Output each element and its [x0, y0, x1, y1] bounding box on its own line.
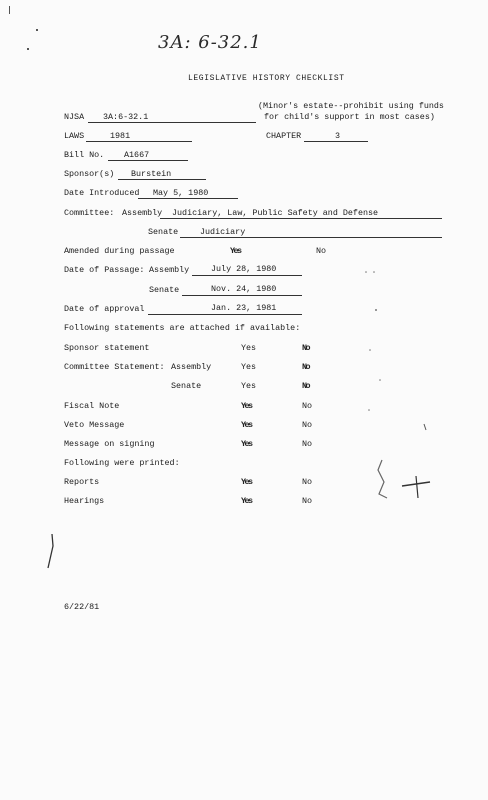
reports-no: No	[302, 477, 313, 487]
date-introduced-label: Date Introduced	[64, 188, 140, 198]
scan-dot	[36, 29, 38, 31]
committee-assembly-label: Assembly	[122, 208, 163, 218]
committee-senate-value: Judiciary	[200, 227, 246, 237]
fiscal-note-no: No	[302, 401, 313, 411]
chapter-label: CHAPTER	[266, 131, 302, 141]
laws-underline	[86, 141, 192, 142]
sponsor-statement-no-struck: No	[302, 343, 310, 353]
amended-label: Amended during passage	[64, 246, 175, 256]
description-line-1: (Minor's estate--prohibit using funds	[258, 101, 444, 111]
hearings-yes-struck: Yes	[241, 496, 252, 506]
date-introduced-value: May 5, 1980	[153, 188, 209, 198]
approval-underline	[148, 314, 302, 315]
veto-message-yes-struck: Yes	[241, 420, 252, 430]
message-signing-label: Message on signing	[64, 439, 155, 449]
chapter-underline	[304, 141, 368, 142]
laws-label: LAWS	[64, 131, 85, 141]
committee-statement-assembly-yes: Yes	[241, 362, 257, 372]
committee-statement-senate-label: Senate	[171, 381, 202, 391]
message-signing-yes-struck: Yes	[241, 439, 252, 449]
message-signing-no: No	[302, 439, 313, 449]
date-introduced-underline	[138, 198, 238, 199]
amended-no: No	[316, 246, 327, 256]
reports-yes-struck: Yes	[241, 477, 252, 487]
footer-date: 6/22/81	[64, 602, 100, 612]
amended-yes-struck: Yes	[230, 246, 241, 256]
passage-assembly-underline	[192, 275, 302, 276]
committee-assembly-value: Judiciary, Law, Public Safety and Defense	[172, 208, 379, 218]
page-title: LEGISLATIVE HISTORY CHECKLIST	[188, 74, 345, 83]
passage-label: Date of Passage:	[64, 265, 145, 275]
veto-message-no: No	[302, 420, 313, 430]
fiscal-note-yes-struck: Yes	[241, 401, 252, 411]
bill-value: A1667	[124, 150, 150, 160]
committee-senate-label: Senate	[148, 227, 179, 237]
passage-senate-value: Nov. 24, 1980	[211, 284, 277, 294]
margin-scan-marks	[360, 250, 450, 520]
reports-label: Reports	[64, 477, 100, 487]
veto-message-label: Veto Message	[64, 420, 125, 430]
approval-value: Jan. 23, 1981	[211, 303, 277, 313]
bill-label: Bill No.	[64, 150, 105, 160]
njsa-underline	[88, 122, 256, 123]
margin-pen-mark	[44, 532, 58, 572]
approval-label: Date of approval	[64, 304, 145, 314]
passage-assembly-value: July 28, 1980	[211, 264, 277, 274]
scan-mark	[9, 6, 10, 14]
committee-statement-assembly-no-struck: No	[302, 362, 310, 372]
handwritten-statute-number: 3A: 6-32.1	[158, 32, 262, 53]
committee-statement-senate-yes: Yes	[241, 381, 257, 391]
committee-statement-label: Committee Statement:	[64, 362, 165, 372]
committee-senate-underline	[180, 237, 442, 238]
hearings-no: No	[302, 496, 313, 506]
statements-heading: Following statements are attached if available:	[64, 323, 301, 333]
sponsor-statement-yes: Yes	[241, 343, 257, 353]
hearings-label: Hearings	[64, 496, 105, 506]
sponsor-statement-label: Sponsor statement	[64, 343, 150, 353]
committee-statement-assembly-label: Assembly	[171, 362, 212, 372]
passage-senate-underline	[182, 295, 302, 296]
njsa-value: 3A:6-32.1	[103, 112, 149, 122]
sponsor-label: Sponsor(s)	[64, 169, 115, 179]
committee-statement-senate-no-struck: No	[302, 381, 310, 391]
fiscal-note-label: Fiscal Note	[64, 401, 120, 411]
chapter-value: 3	[335, 131, 341, 141]
bill-underline	[108, 160, 188, 161]
committee-assembly-underline	[160, 218, 442, 219]
sponsor-value: Burstein	[131, 169, 172, 179]
committee-label: Committee:	[64, 208, 115, 218]
passage-assembly-label: Assembly	[149, 265, 190, 275]
description-line-2: for child's support in most cases)	[264, 112, 435, 122]
laws-value: 1981	[110, 131, 131, 141]
sponsor-underline	[118, 179, 206, 180]
njsa-label: NJSA	[64, 112, 85, 122]
printed-heading: Following were printed:	[64, 458, 180, 468]
scan-dot	[27, 48, 29, 50]
passage-senate-label: Senate	[149, 285, 180, 295]
